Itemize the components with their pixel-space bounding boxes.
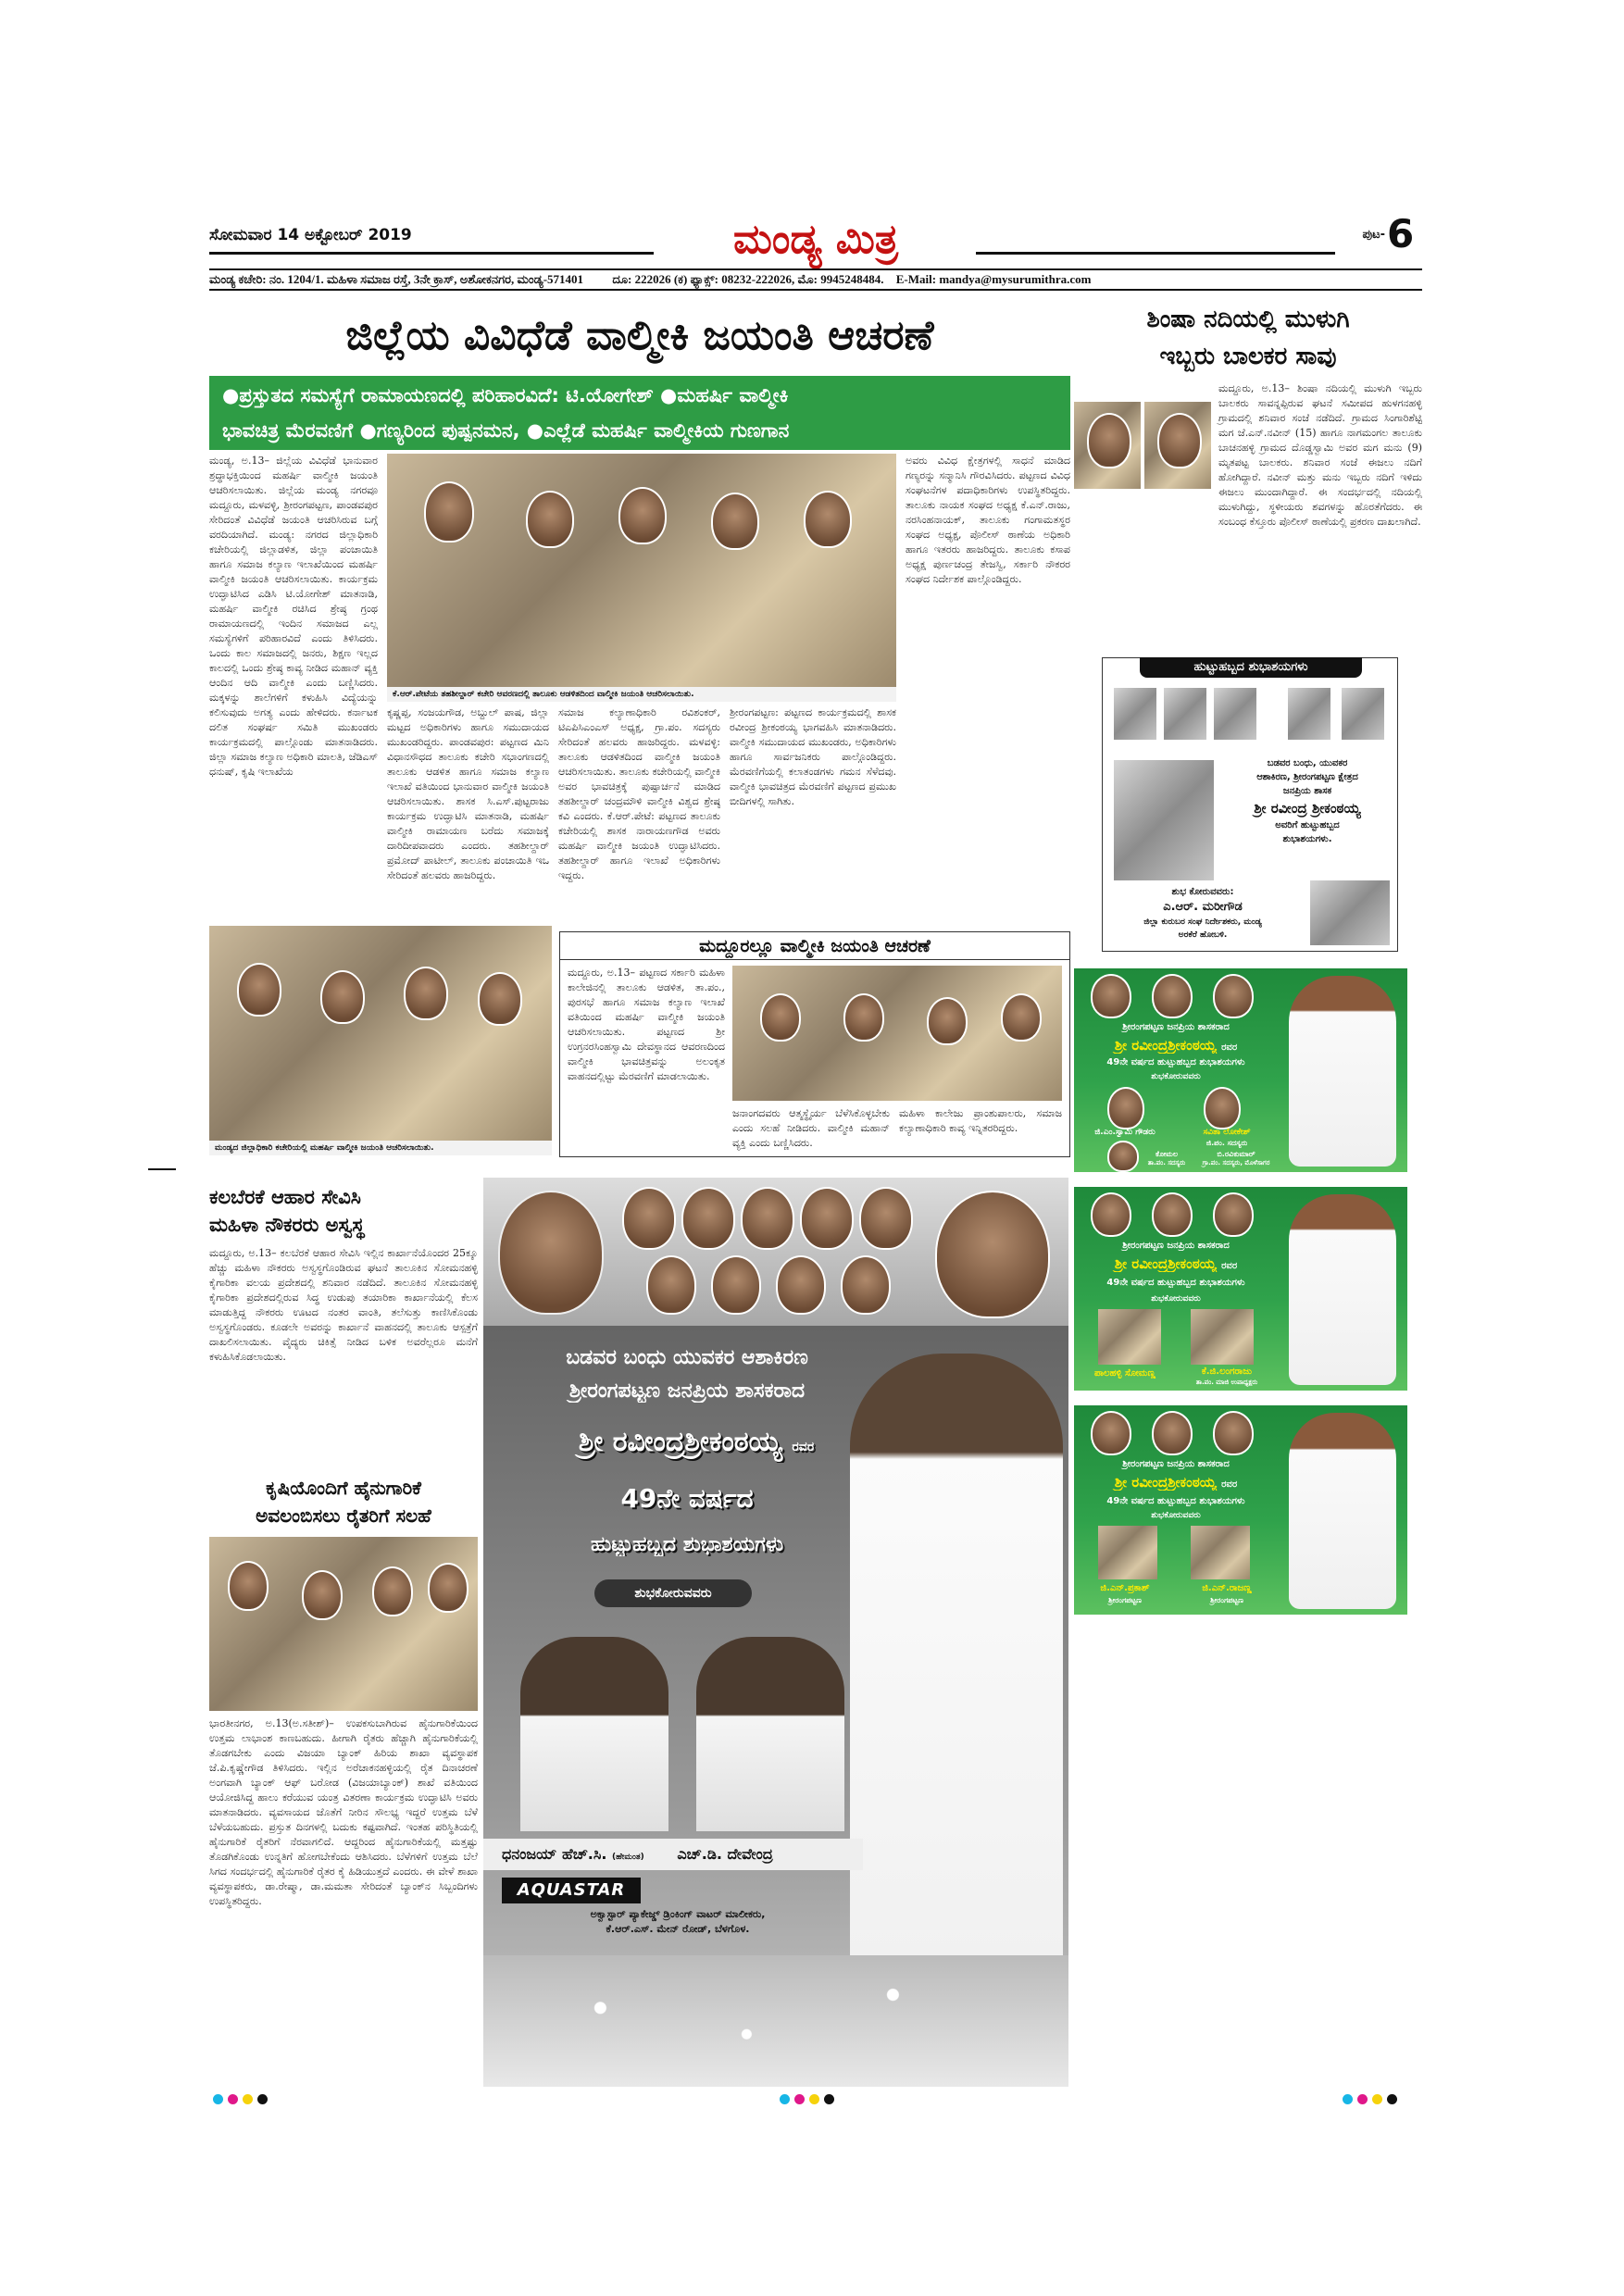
- wisher-name: ಧನಂಜಯ್ ಹೆಚ್.ಸಿ.: [502, 1845, 607, 1863]
- leader-photo: [859, 1187, 913, 1250]
- wisher-note: (ಹೇಮಂತ): [612, 1853, 644, 1862]
- big-ad-line2: ಶ್ರೀರಂಗಪಟ್ಟಣ ಜನಪ್ರಿಯ ಶಾಸಕರಾದ: [568, 1379, 806, 1403]
- kalaberike-text: ಮದ್ದೂರು, ಅ.13– ಕಲಬೆರಕೆ ಆಹಾರ ಸೇವಿಸಿ ಇಲ್ಲಿನ ಕಾರ್ಖಾನೆಯೊಂದರ 25ಕ್ಕೂ ಹೆಚ್ಚು ಮಹಿಳಾ ನೌಕರರು ಅಸ್ವಸ್ಥಗೊಂಡಿರುವ ಘಟನೆ ತಾಲೂಕಿನ ಸೋಮನಹಳ್ಳಿ ಕೈಗಾರಿಕಾ ವಲಯ ಪ್ರದೇಶದಲ್ಲಿ ಶನಿವಾರ ನಡೆದಿದೆ. ತಾಲೂಕಿನ ಸೋಮನಹಳ್ಳಿ ಕೈಗಾರಿಕಾ ಪ್ರದೇಶದಲ್ಲಿರುವ ಸಿದ್ಧ ಉಡುಪು ತಯಾರಿಕಾ ಕಾರ್ಖಾನೆಯಲ್ಲಿ ಕೆಲಸ ಮಾಡುತ್ತಿದ್ದ ನೌಕರರು ಊಟದ ನಂತರ ವಾಂತಿ, ತಲೆಸುತ್ತು ಕಾಣಿಸಿಕೊಂಡು ಅಸ್ವಸ್ಥಗೊಂಡರು. ಕೂಡಲೇ ಅವರನ್ನು ಕಾರ್ಖಾನೆ ವಾಹನದಲ್ಲಿ ತಾಲೂಕು ಆಸ್ಪತ್ರೆಗೆ ದಾಖಲಿಸಲಾಯಿತು. ವೈದ್ಯರು ಚಿಕಿತ್ಸೆ ನೀಡಿದ ಬಳಿಕ ಅವರೆಲ್ಲರೂ ಮನೆಗೆ ಕಳುಹಿಸಿಕೊಡಲಾಯಿತು.: [209, 1247, 478, 1363]
- ad-top-line: ಶ್ರೀರಂಗಪಟ್ಟಣ ಜನಪ್ರಿಯ ಶಾಸಕರಾದ: [1122, 1241, 1230, 1251]
- person-photo: [1001, 993, 1042, 1042]
- masthead-rule: [209, 252, 654, 255]
- person-photo: [404, 967, 448, 1020]
- leader-photo: [1114, 688, 1156, 740]
- reg-dot-magenta: [1357, 2094, 1368, 2104]
- wisher-role: ಜಿ.ಪಂ. ಸದಸ್ಯರು: [1206, 1139, 1248, 1147]
- office-contact: ದೂ: 222026 (ಕ) ಫ್ಯಾಕ್ಸ್: 08232-222026, ಮೊ: 9945248484.: [612, 272, 884, 286]
- headline-line: ಮಹಿಳಾ ನೌಕರರು ಅಸ್ವಸ್ಥ: [209, 1214, 365, 1236]
- ad-age-line: 49ನೇ ವರ್ಷದ ಹುಟ್ಟುಹಬ್ಬದ ಶುಭಾಶಯಗಳು: [1106, 1278, 1245, 1288]
- ad-name-text: ಶ್ರೀ ರವೀಂದ್ರಶ್ರೀಕಂಠಯ್ಯ: [1114, 1255, 1217, 1272]
- leader-photo: [1091, 974, 1131, 1018]
- big-ad-wishers-badge: [594, 1579, 752, 1607]
- wisher-names-strip: [483, 1839, 863, 1870]
- greeting-line: ಬಡವರ ಬಂಧು, ಯುವಕರ: [1267, 758, 1348, 768]
- leader-photo: [622, 1187, 676, 1250]
- ad-age-line: 49ನೇ ವರ್ಷದ ಹುಟ್ಟುಹಬ್ಬದ ಶುಭಾಶಯಗಳು: [1106, 1057, 1245, 1067]
- leader-photo: [1091, 1411, 1131, 1455]
- person-photo: [618, 487, 667, 544]
- reg-dot-cyan: [780, 2094, 790, 2104]
- krishi-headline: [209, 1474, 478, 1533]
- wisher-label: ಶುಭ ಕೋರುವವರು:: [1171, 887, 1234, 897]
- person-photo: [711, 493, 759, 550]
- masthead-rule: [976, 252, 1335, 255]
- lead-photo-caption: ಕೆ.ಆರ್.ಪೇಟೆಯ ತಹಶೀಲ್ದಾರ್ ಕಚೇರಿ ಆವರಣದಲ್ಲಿ ತಾಲೂಕು ಆಡಳಿತದಿಂದ ವಾಲ್ಮೀಕಿ ಜಯಂತಿ ಆಚರಿಸಲಾಯಿತು.: [387, 687, 896, 702]
- wisher-photo: [1204, 1087, 1241, 1129]
- person-photo: [424, 481, 474, 543]
- greeting-header: ಹುಟ್ಟುಹಬ್ಬದ ಶುಭಾಶಯಗಳು: [1140, 657, 1362, 678]
- lead-photo-mandya-dc-office: [209, 926, 552, 1141]
- person-photo: [372, 1566, 413, 1616]
- leader-photo: [711, 1255, 761, 1315]
- leader-photo: [776, 1255, 826, 1315]
- ad-name-suffix: ರವರ: [1221, 1042, 1238, 1053]
- subhead-line: ●ಪ್ರಸ್ತುತದ ಸಮಸ್ಯೆಗೆ ರಾಮಾಯಣದಲ್ಲಿ ಪರಿಹಾರವಿದೆ: ಟಿ.ಯೋಗೇಶ್ ●ಮಹರ್ಷಿ ವಾಲ್ಮೀಕಿ: [222, 384, 789, 406]
- ad-wishers-label: ಶುಭಕೋರುವವರು: [1151, 1511, 1201, 1520]
- leader-photo: [1164, 688, 1206, 740]
- headline-line: ಕೃಷಿಯೊಂದಿಗೆ ಹೈನುಗಾರಿಕೆ: [266, 1477, 421, 1499]
- person-photo: [228, 1561, 269, 1611]
- wisher-name: ಜಿ.ಎಂ.ಸ್ವಾಮಿ ಗೌಡರು: [1094, 1128, 1156, 1137]
- reg-dot-black: [257, 2094, 268, 2104]
- big-ad-name-suffix: ರವರ: [792, 1440, 815, 1454]
- office-address: ಮಂಡ್ಯ ಕಚೇರಿ: ನಂ. 1204/1. ಮಹಿಳಾ ಸಮಾಜ ರಸ್ತೆ, 3ನೇ ಕ್ರಾಸ್, ಅಶೋಕನಗರ, ಮಂಡ್ಯ-571401: [209, 272, 584, 286]
- wisher-name: ಬಿ.ರವಿಕುಮಾರ್: [1217, 1150, 1255, 1158]
- headline-line: ಇಬ್ಬರು ಬಾಲಕರ ಸಾವು: [1159, 343, 1337, 370]
- person-photo: [428, 1563, 468, 1613]
- reg-dot-yellow: [809, 2094, 819, 2104]
- page-number: 6: [1387, 211, 1415, 256]
- mla-name: ಶ್ರೀ ರವೀಂದ್ರ ಶ್ರೀಕಂಠಯ್ಯ: [1254, 800, 1361, 817]
- person-photo: [478, 972, 522, 1026]
- lead-photo-valmiki-krpet: [387, 454, 896, 687]
- person-photo: [302, 1570, 343, 1620]
- leader-photo: [1152, 974, 1193, 1018]
- maddur-photo: [732, 966, 1062, 1101]
- leader-photo: [1152, 1411, 1193, 1455]
- ad-top-line: ಶ್ರೀರಂಗಪಟ್ಟಣ ಜನಪ್ರಿಯ ಶಾಸಕರಾದ: [1122, 1022, 1230, 1032]
- green-birthday-ad-3: [1074, 1405, 1407, 1615]
- greeting-line: ಶುಭಾಶಯಗಳು.: [1282, 834, 1332, 844]
- big-ad-greeting: ಹುಟ್ಟುಹಬ್ಬದ ಶುಭಾಶಯಗಳು: [590, 1533, 783, 1556]
- wisher-name: ಎಚ್.ಡಿ. ದೇವೇಂದ್ರ: [677, 1845, 773, 1863]
- ad-wishers-label: ಶುಭಕೋರುವವರು: [1151, 1072, 1201, 1081]
- big-ad-age: 49ನೇ ವರ್ಷದ: [620, 1483, 754, 1514]
- address-line: [209, 268, 1422, 291]
- big-ad-name: [493, 1422, 900, 1463]
- brand-line: ಕೆ.ಆರ್.ಎಸ್. ಮೇನ್ ರೋಡ್, ಬೆಳಗೊಳ.: [606, 1923, 750, 1935]
- reg-dot-cyan: [1343, 2094, 1353, 2104]
- wisher-block: [1110, 886, 1295, 942]
- aquastar-address: [502, 1907, 854, 1937]
- mla-figure: [1289, 1194, 1396, 1385]
- leader-photo: [935, 1191, 1050, 1318]
- lead-subhead: [209, 376, 1070, 450]
- krishi-photo: [209, 1537, 478, 1711]
- leader-photo: [681, 1187, 735, 1250]
- person-photo: [927, 997, 968, 1045]
- person-photo: [843, 993, 884, 1042]
- greeting-line: ಅವರಿಗೆ ಹುಟ್ಟುಹಬ್ಬದ: [1275, 820, 1340, 830]
- wisher-photo: [1098, 1309, 1161, 1365]
- big-ad-name-text: ಶ್ರೀ ರವೀಂದ್ರಶ್ರೀಕಂಠಯ್ಯ: [578, 1426, 782, 1458]
- person-photo: [526, 491, 574, 548]
- greeting-text: [1221, 756, 1393, 846]
- ad-mla-name: [1074, 1474, 1278, 1491]
- maddur-text-b: ಜನಾಂಗದವರು ಆತ್ಮಸ್ಥೈರ್ಯ ಬೆಳೆಸಿಕೊಳ್ಳಬೇಕು ಎಂದು ಸಲಹೆ ನೀಡಿದರು. ವಾಲ್ಮೀಕಿ ಮಹಾನ್ ವ್ಯಕ್ತಿ ಎಂದು ಬಣ್ಣಿಸಿದರು.: [732, 1107, 890, 1149]
- aquastar-logo: AQUASTAR: [502, 1878, 641, 1903]
- wisher-role: ತಾ.ಪಂ. ಮಾಜಿ ಉಪಾಧ್ಯಕ್ಷರು: [1195, 1379, 1258, 1386]
- wisher-portrait-1: [520, 1637, 668, 1831]
- greeting-line: ಆಶಾಕಿರಣ, ಶ್ರೀರಂಗಪಟ್ಟಣ ಕ್ಷೇತ್ರದ: [1256, 772, 1358, 782]
- lead-column-1: ಮಂಡ್ಯ, ಅ.13– ಜಿಲ್ಲೆಯ ವಿವಿಧೆಡೆ ಭಾನುವಾರ ಶ್ರದ್ಧಾಭಕ್ತಿಯಿಂದ ಮಹರ್ಷಿ ವಾಲ್ಮೀಕಿ ಜಯಂತಿ ಆಚರಿಸಲಾಯಿತು. ಜಿಲ್ಲೆಯ ಮಂಡ್ಯ ನಗರವೂ ಮದ್ದೂರು, ಮಳವಳ್ಳಿ, ಶ್ರೀರಂಗಪಟ್ಟಣ, ಪಾಂಡವಪುರ ಸೇರಿದಂತೆ ವಿವಿಧೆಡೆ ಜಯಂತಿ ಆಚರಿಸಿರುವ ಬಗ್ಗೆ ವರದಿಯಾಗಿದೆ. ಮಂಡ್ಯ: ನಗರದ ಜಿಲ್ಲಾಧಿಕಾರಿ ಕಚೇರಿಯಲ್ಲಿ ಜಿಲ್ಲಾಡಳಿತ, ಜಿಲ್ಲಾ ಪಂಚಾಯಿತಿ ಹಾಗೂ ಸಮಾಜ ಕಲ್ಯಾಣ ಇಲಾಖೆಯಿಂದ ಮಹರ್ಷಿ ವಾಲ್ಮೀಕಿ ಜಯಂತಿ ಆಚರಿಸಲಾಯಿತು. ಕಾರ್ಯಕ್ರಮ ಉದ್ಘಾಟಿಸಿದ ಎಡಿಸಿ ಟಿ.ಯೋಗೇಶ್ ಮಾತನಾಡಿ, ಮಹರ್ಷಿ ವಾಲ್ಮೀಕಿ ರಚಿಸಿದ ಶ್ರೇಷ್ಠ ಗ್ರಂಥ ರಾಮಾಯಣದಲ್ಲಿ ಇಂದಿನ ಸಮಾಜದ ಎಲ್ಲ ಸಮಸ್ಯೆಗಳಿಗೆ ಪರಿಹಾರವಿದೆ ಎಂದು ತಿಳಿಸಿದರು. ಒಂದು ಕಾಲ ಸಮಾಜದಲ್ಲಿ ಜನರು, ಶಿಕ್ಷಣ ಇಲ್ಲದ ಕಾಲದಲ್ಲಿ ಒಂದು ಶ್ರೇಷ್ಠ ಕಾವ್ಯ ನೀಡಿದ ಮಹಾನ್ ವ್ಯಕ್ತಿ ಆಂದಿನ ಆದಿ ವಾಲ್ಮೀಕಿ ಎಂದು ಬಣ್ಣಿಸಿದರು. ಮಕ್ಕಳನ್ನು ಶಾಲೆಗಳಿಗೆ ಕಳುಹಿಸಿ ವಿದ್ಯೆಯನ್ನು ಕಲಿಸುವುದು ಅಗತ್ಯ ಎಂದು ಹೇಳಿದರು. ಕರ್ನಾಟಕ ದಲಿತ ಸಂಘರ್ಷ ಸಮಿತಿ ಮುಖಂಡರು ಕಾರ್ಯಕ್ರಮದಲ್ಲಿ ಪಾಲ್ಗೊಂಡು ಮಾತನಾಡಿದರು. ಜಿಲ್ಲಾ ಸಮಾಜ ಕಲ್ಯಾಣ ಅಧಿಕಾರಿ ಮಾಲತಿ, ಜೆಡಿಎಸ್ ಧನುಷ್, ಕೃಷಿ ಇಲಾಖೆಯ: [209, 455, 378, 778]
- issue-date: ಸೋಮವಾರ 14 ಅಕ್ಟೋಬರ್ 2019: [209, 226, 412, 244]
- maddur-text-c: ಮಹಿಳಾ ಕಾಲೇಜು ಪ್ರಾಂಶುಪಾಲರು, ಸಮಾಜ ಕಲ್ಯಾಣಾಧಿಕಾರಿ ಕಾವ್ಯ ಇನ್ನಿತರರಿದ್ದರು.: [899, 1107, 1062, 1134]
- shimsha-text: ಮದ್ದೂರು, ಅ.13– ಶಿಂಷಾ ನದಿಯಲ್ಲಿ ಮುಳುಗಿ ಇಬ್ಬರು ಬಾಲಕರು ಸಾವನ್ನಪ್ಪಿರುವ ಘಟನೆ ಸಮೀಪದ ಹುಳಗನಹಳ್ಳಿ ಗ್ರಾಮದಲ್ಲಿ ಶನಿವಾರ ಸಂಜೆ ನಡೆದಿದೆ. ಗ್ರಾಮದ ಸಿಂಗಾರಿಶೆಟ್ಟಿ ಮಗ ಜೆ.ಎನ್.ನವೀನ್ (15) ಹಾಗೂ ನಾಗಮಂಗಲ ತಾಲೂಕು ಬಾಚನಹಳ್ಳಿ ಗ್ರಾಮದ ದೊಡ್ಡಸ್ವಾಮಿ ಅವರ ಮಗ ಮನು (9) ಮೃತಪಟ್ಟ ಬಾಲಕರು. ಶನಿವಾರ ಸಂಜೆ ಈಜಲು ನದಿಗೆ ಹೋಗಿದ್ದಾರೆ. ನವೀನ್ ಮತ್ತು ಮನು ಇಬ್ಬರು ನದಿಗೆ ಇಳಿದು ಈಜಲು ಮುಂದಾಗಿದ್ದಾರೆ. ಈ ಸಂದರ್ಭದಲ್ಲಿ ನದಿಯಲ್ಲಿ ಮುಳುಗಿದ್ದು, ಸ್ಥಳೀಯರು ಶವಗಳನ್ನು ಹೊರತೆಗೆದರು. ಈ ಸಂಬಂಧ ಕೆಸ್ತೂರು ಪೊಲೀಸ್ ಠಾಣೆಯಲ್ಲಿ ಪ್ರಕರಣ ದಾಖಲಾಗಿದೆ.: [1218, 382, 1422, 528]
- masthead: [209, 211, 1422, 293]
- wisher-name: ಸವಿತಾ ಲೋಕೇಶ್: [1203, 1128, 1251, 1137]
- wisher-role: ತಾ.ಪಂ. ಸದಸ್ಯರು: [1147, 1159, 1186, 1167]
- leader-photo: [741, 1187, 794, 1250]
- mla-figure: [1289, 1413, 1396, 1609]
- reg-dot-magenta: [228, 2094, 238, 2104]
- flower-decoration: [483, 1955, 1068, 2087]
- ad-name-text: ಶ್ರೀ ರವೀಂದ್ರಶ್ರೀಕಂಠಯ್ಯ: [1114, 1474, 1217, 1491]
- headline-line: ಅವಲಂಬಿಸಲು ರೈತರಿಗೆ ಸಲಹೆ: [256, 1504, 431, 1527]
- big-ad-wishers-label: ಶುಭಕೋರುವವರು: [634, 1586, 712, 1601]
- wisher-name: ಎ.ಆರ್. ಮರೀಗೌಡ: [1163, 900, 1243, 914]
- kalaberike-headline: [209, 1183, 478, 1241]
- ad-mla-name: [1074, 1255, 1278, 1272]
- lead-column-5: ಅವರು ವಿವಿಧ ಕ್ಷೇತ್ರಗಳಲ್ಲಿ ಸಾಧನೆ ಮಾಡಿದ ಗಣ್ಯರನ್ನು ಸನ್ಮಾನಿಸಿ ಗೌರವಿಸಿದರು. ಪಟ್ಟಣದ ವಿವಿಧ ಸಂಘಟನೆಗಳ ಪದಾಧಿಕಾರಿಗಳು ಉಪಸ್ಥಿತರಿದ್ದರು. ತಾಲೂಕು ನಾಯಕ ಸಂಘದ ಅಧ್ಯಕ್ಷ ಕೆ.ಎನ್.ರಾಜು, ನರಸಿಂಹನಾಯಕ್, ತಾಲೂಕು ಗಂಗಾಮತಸ್ಥರ ಸಂಘದ ಅಧ್ಯಕ್ಷ, ಪೊಲೀಸ್ ಠಾಣೆಯ ಅಧಿಕಾರಿ ಹಾಗೂ ಇತರರು ಹಾಜರಿದ್ದರು. ತಾಲೂಕು ಕಸಾಪ ಅಧ್ಯಕ್ಷ ಪುರ್ಣಚಂದ್ರ ತೇಜಸ್ವಿ, ಸರ್ಕಾರಿ ನೌಕರರ ಸಂಘದ ನಿರ್ದೇಶಕ ಪಾಲ್ಗೊಂಡಿದ್ದರು.: [906, 455, 1070, 585]
- wisher-photo: [1107, 1087, 1144, 1129]
- ad-name-suffix: ರವರ: [1221, 1479, 1238, 1490]
- leader-photo: [1152, 1192, 1193, 1237]
- reg-dot-magenta: [794, 2094, 805, 2104]
- person-photo: [320, 970, 365, 1024]
- headline-line: ಶಿಂಷಾ ನದಿಯಲ್ಲಿ ಮುಳುಗಿ: [1146, 306, 1350, 333]
- greeting-ad-small: [1102, 657, 1398, 952]
- reg-dot-yellow: [1372, 2094, 1382, 2104]
- page-tick: [148, 1168, 176, 1170]
- paper-title: ಮಂಡ್ಯ ಮಿತ್ರ: [733, 216, 898, 263]
- wisher-role: ಜಿಲ್ಲಾ ಕುರುಬರ ಸಂಘ ನಿರ್ದೇಶಕರು, ಮಂಡ್ಯ: [1143, 917, 1262, 927]
- ad-top-line: ಶ್ರೀರಂಗಪಟ್ಟಣ ಜನಪ್ರಿಯ ಶಾಸಕರಾದ: [1122, 1459, 1230, 1469]
- wisher-place: ಅರಕೆರೆ ಹೋಬಳಿ.: [1178, 930, 1228, 940]
- wisher-photo: [1098, 1526, 1157, 1579]
- leader-photo: [646, 1255, 696, 1315]
- wisher-photo: [1310, 880, 1390, 945]
- wisher-role: ಶ್ರೀರಂಗಪಟ್ಟಣ: [1108, 1596, 1142, 1604]
- green-birthday-ad-2: [1074, 1187, 1407, 1391]
- wisher-photo: [1191, 1526, 1250, 1579]
- reg-dot-black: [1387, 2094, 1397, 2104]
- reg-dot-black: [824, 2094, 834, 2104]
- big-birthday-ad: [483, 1178, 1068, 2087]
- greeting-line: ಜನಪ್ರಿಯ ಶಾಸಕ: [1282, 786, 1332, 796]
- wisher-role: ಶ್ರೀರಂಗಪಟ್ಟಣ: [1210, 1596, 1243, 1604]
- leader-photo: [1213, 974, 1254, 1018]
- statue-photo: [1214, 688, 1256, 740]
- ad-age-line: 49ನೇ ವರ್ಷದ ಹುಟ್ಟುಹಬ್ಬದ ಶುಭಾಶಯಗಳು: [1106, 1496, 1245, 1506]
- person-photo: [804, 491, 852, 548]
- krishi-text: ಭಾರತೀನಗರ, ಅ.13(ಅ.ಸತೀಶ್)– ಉಪಕಸುಬಾಗಿರುವ ಹೈನುಗಾರಿಕೆಯಿಂದ ಉತ್ತಮ ಲಾಭಾಂಶ ಕಾಣಬಹುದು. ಹೀಗಾಗಿ ರೈತರು ಹೆಚ್ಚಾಗಿ ಹೈನುಗಾರಿಕೆಯಲ್ಲಿ ತೊಡಗಬೇಕು ಎಂದು ವಿಜಯಾ ಬ್ಯಾಂಕ್ ಹಿರಿಯ ಶಾಖಾ ವ್ಯವಸ್ಥಾಪಕ ಜೆ.ಪಿ.ಕೃಷ್ಣೇಗೌಡ ತಿಳಿಸಿದರು. ಇಲ್ಲಿನ ಅರೆಚಾಕನಹಳ್ಳಿಯಲ್ಲಿ ರೈತ ದಿನಾಚರಣೆ ಅಂಗವಾಗಿ ಬ್ಯಾಂಕ್ ಆಫ್ ಬರೋಡ (ವಿಜಯಾಬ್ಯಾಂಕ್) ಶಾಖೆ ವತಿಯಿಂದ ಆಯೋಜಿಸಿದ್ದ ಹಾಲು ಕರೆಯುವ ಯಂತ್ರ ವಿತರಣಾ ಕಾರ್ಯಕ್ರಮ ಉದ್ಘಾಟಿಸಿ ಅವರು ಮಾತನಾಡಿದರು. ವ್ಯವಸಾಯದ ಜೊತೆಗೆ ನೀರಿನ ಸೌಲಭ್ಯ ಇದ್ದರೆ ಉತ್ತಮ ಬೆಳೆ ಬೆಳೆಯಬಹುದು. ಪ್ರಸ್ತುತ ದಿನಗಳಲ್ಲಿ ಬದುಕು ಕಷ್ಟವಾಗಿದೆ. ಇಂತಹ ಪರಿಸ್ಥಿತಿಯಲ್ಲಿ ಹೈನುಗಾರಿಕೆ ರೈತರಿಗೆ ನೆರವಾಗಲಿದೆ. ಆದ್ದರಿಂದ ಹೈನುಗಾರಿಕೆಯಲ್ಲಿ ಮತ್ತಷ್ಟು ತೊಡಗಿಕೊಂಡು ಉನ್ನತಿಗೆ ಹೋಗಬೇಕೆಂದು ಆಶಿಸಿದರು. ಬೆಳೆಗಳಿಗೆ ಉತ್ತಮ ಬೆಲೆ ಸಿಗದ ಸಂದರ್ಭದಲ್ಲಿ ಹೈನುಗಾರಿಕೆ ರೈತರ ಕೈ ಹಿಡಿಯುತ್ತದೆ ಎಂದರು. ಈ ವೇಳೆ ಶಾಖಾ ವ್ಯವಸ್ಥಾಪಕರು, ಡಾ.ರೇಷ್ಮಾ, ಡಾ.ಮಮತಾ ಸೇರಿದಂತೆ ಬ್ಯಾಂಕ್‌ನ ಸಿಬ್ಬಂದಿಗಳು ಉಪಸ್ಥಿತರಿದ್ದರು.: [209, 1717, 478, 1907]
- ad-wishers-label: ಶುಭಕೋರುವವರು: [1151, 1294, 1201, 1304]
- person-photo: [760, 993, 801, 1042]
- leader-photo: [498, 1191, 604, 1315]
- wisher-portrait-2: [696, 1637, 844, 1831]
- wisher-name: ಪಾಲಹಳ್ಳಿ ಸೋಮಣ್ಣ: [1094, 1368, 1156, 1379]
- page-label: ಪುಟ-: [1362, 228, 1385, 242]
- leader-photo: [1288, 688, 1330, 740]
- lead-photo2-caption: ಮಂಡ್ಯದ ಜಿಲ್ಲಾಧಿಕಾರಿ ಕಚೇರಿಯಲ್ಲಿ ಮಹರ್ಷಿ ವಾಲ್ಮೀಕಿ ಜಯಂತಿ ಆಚರಿಸಲಾಯಿತು.: [209, 1141, 552, 1155]
- headline-line: ಕಲಬೆರಕೆ ಆಹಾರ ಸೇವಿಸಿ: [209, 1186, 361, 1208]
- lead-column-3: ಸಮಾಜ ಕಲ್ಯಾಣಾಧಿಕಾರಿ ರವಿಶಂಕರ್, ಟಿಎಪಿಸಿಎಂಎಸ್ ಅಧ್ಯಕ್ಷ, ಗ್ರಾ.ಪಂ. ಸದಸ್ಯರು ಸೇರಿದಂತೆ ಹಲವರು ಹಾಜರಿದ್ದರು. ಮಳವಳ್ಳಿ: ತಾಲೂಕು ಆಡಳಿತದಿಂದ ವಾಲ್ಮೀಕಿ ಜಯಂತಿ ಆಚರಿಸಲಾಯಿತು. ತಾಲೂಕು ಕಚೇರಿಯಲ್ಲಿ ವಾಲ್ಮೀಕಿ ಅವರ ಭಾವಚಿತ್ರಕ್ಕೆ ಪುಷ್ಪಾರ್ಚನೆ ಮಾಡಿದ ತಹಶೀಲ್ದಾರ್ ಚಂದ್ರಮೌಳಿ ವಾಲ್ಮೀಕಿ ವಿಶ್ವದ ಶ್ರೇಷ್ಠ ಕವಿ ಎಂದರು. ಕೆ.ಆರ್.ಪೇಟೆ: ಪಟ್ಟಣದ ತಾಲೂಕು ಕಚೇರಿಯಲ್ಲಿ ಶಾಸಕ ನಾರಾಯಣಗೌಡ ಅವರು ಮಹರ್ಷಿ ವಾಲ್ಮೀಕಿ ಜಯಂತಿ ಉದ್ಘಾಟಿಸಿದರು. ತಹಶೀಲ್ದಾರ್ ಹಾಗೂ ಇಲಾಖೆ ಅಧಿಕಾರಿಗಳು ಇದ್ದರು.: [558, 706, 720, 881]
- office-email: E-Mail: mandya@mysurumithra.com: [895, 272, 1092, 286]
- person-photo: [237, 963, 281, 1017]
- leader-photo: [841, 1255, 891, 1315]
- leader-photo: [800, 1187, 854, 1250]
- ad-name-suffix: ರವರ: [1221, 1261, 1238, 1271]
- subhead-line: ಭಾವಚಿತ್ರ ಮೆರವಣಿಗೆ ●ಗಣ್ಯರಿಂದ ಪುಷ್ಪನಮನ, ●ಎಲ್ಲೆಡೆ ಮಹರ್ಷಿ ವಾಲ್ಮೀಕಿಯ ಗುಣಗಾನ: [222, 419, 790, 442]
- leader-photo: [1342, 688, 1384, 740]
- leader-photo: [1091, 1192, 1131, 1237]
- wisher-photo: [1191, 1309, 1254, 1365]
- wisher-photo: [1107, 1141, 1139, 1172]
- lead-column-2: ಕೃಷ್ಣಪ್ಪ, ಸಂಜಯಗೌಡ, ಅಬ್ದುಲ್ ಪಾಷ, ಜಿಲ್ಲಾ ಮಟ್ಟದ ಅಧಿಕಾರಿಗಳು ಹಾಗೂ ಸಮುದಾಯದ ಮುಖಂಡರಿದ್ದರು. ಪಾಂಡವಪುರ: ಪಟ್ಟಣದ ಮಿನಿ ವಿಧಾನಸೌಧದ ತಾಲೂಕು ಕಚೇರಿ ಸಭಾಂಗಣದಲ್ಲಿ ತಾಲೂಕು ಆಡಳಿತ ಹಾಗೂ ಸಮಾಜ ಕಲ್ಯಾಣ ಇಲಾಖೆ ವತಿಯಿಂದ ಭಾನುವಾರ ವಾಲ್ಮೀಕಿ ಜಯಂತಿ ಆಚರಿಸಲಾಯಿತು. ಶಾಸಕ ಸಿ.ಎಸ್.ಪುಟ್ಟರಾಜು ಕಾರ್ಯಕ್ರಮ ಉದ್ಘಾಟಿಸಿ ಮಾತನಾಡಿ, ಮಹರ್ಷಿ ವಾಲ್ಮೀಕಿ ರಾಮಾಯಣ ಬರೆದು ಸಮಾಜಕ್ಕೆ ದಾರಿದೀಪವಾದರು ಎಂದರು. ತಹಶೀಲ್ದಾರ್ ಪ್ರಮೋದ್ ಪಾಟೀಲ್, ತಾಲೂಕು ಪಂಚಾಯಿತಿ ಇಒ ಸೇರಿದಂತೆ ಹಲವರು ಹಾಜರಿದ್ದರು.: [387, 706, 549, 881]
- green-birthday-ad-1: [1074, 968, 1407, 1172]
- maddur-text-a: ಮದ್ದೂರು, ಅ.13– ಪಟ್ಟಣದ ಸರ್ಕಾರಿ ಮಹಿಳಾ ಕಾಲೇಜಿನಲ್ಲಿ ತಾಲೂಕು ಆಡಳಿತ, ತಾ.ಪಂ., ಪುರಸಭೆ ಹಾಗೂ ಸಮಾಜ ಕಲ್ಯಾಣ ಇಲಾಖೆ ವತಿಯಿಂದ ಮಹರ್ಷಿ ವಾಲ್ಮೀಕಿ ಜಯಂತಿ ಆಚರಿಸಲಾಯಿತು. ಪಟ್ಟಣದ ಶ್ರೀ ಉಗ್ರನರಸಿಂಹಸ್ವಾಮಿ ದೇವಸ್ಥಾನದ ಆವರಣದಿಂದ ವಾಲ್ಮೀಕಿ ಭಾವಚಿತ್ರವನ್ನು ಅಲಂಕೃತ ವಾಹನದಲ್ಲಿಟ್ಟು ಮೆರವಣಿಗೆ ಮಾಡಲಾಯಿತು.: [568, 967, 725, 1082]
- shimsha-headline: [1074, 301, 1422, 377]
- maddur-headline: ಮದ್ದೂರಲ್ಲೂ ವಾಲ್ಮೀಕಿ ಜಯಂತಿ ಆಚರಣೆ: [560, 932, 1069, 960]
- leaders-collage: [483, 1178, 1068, 1326]
- wisher-name: ಕೋಮಲ: [1155, 1150, 1179, 1158]
- lead-headline: ಜಿಲ್ಲೆಯ ವಿವಿಧೆಡೆ ವಾಲ್ಮೀಕಿ ಜಯಂತಿ ಆಚರಣೆ: [345, 312, 934, 359]
- mla-figure: [1289, 976, 1396, 1167]
- big-ad-line1: ಬಡವರ ಬಂಧು ಯುವಕರ ಆಶಾಕಿರಣ: [566, 1346, 808, 1369]
- wisher-role: ಗ್ರಾ.ಪಂ. ಸದಸ್ಯರು, ಮೊಳೆಸಾಗರ: [1202, 1159, 1270, 1167]
- maddur-story: [559, 931, 1070, 1157]
- lead-column-4: ಶ್ರೀರಂಗಪಟ್ಟಣ: ಪಟ್ಟಣದ ಕಾರ್ಯಕ್ರಮದಲ್ಲಿ ಶಾಸಕ ರವೀಂದ್ರ ಶ್ರೀಕಂಠಯ್ಯ ಭಾಗವಹಿಸಿ ಮಾತನಾಡಿದರು. ವಾಲ್ಮೀಕಿ ಸಮುದಾಯದ ಮುಖಂಡರು, ಅಧಿಕಾರಿಗಳು ಹಾಗೂ ಸಾರ್ವಜನಿಕರು ಪಾಲ್ಗೊಂಡಿದ್ದರು. ಮೆರವಣಿಗೆಯಲ್ಲಿ ಕಲಾತಂಡಗಳು ಗಮನ ಸೆಳೆದವು. ವಾಲ್ಮೀಕಿ ಭಾವಚಿತ್ರದ ಮೆರವಣಿಗೆ ಪಟ್ಟಣದ ಪ್ರಮುಖ ಬೀದಿಗಳಲ್ಲಿ ಸಾಗಿತು.: [730, 706, 896, 807]
- wisher-name: ಜಿ.ಎನ್.ರಾಜಣ್ಣ: [1202, 1583, 1252, 1593]
- ad-mla-name: [1074, 1037, 1278, 1054]
- leader-photo: [1213, 1411, 1254, 1455]
- reg-dot-yellow: [243, 2094, 253, 2104]
- leader-photo: [1213, 1192, 1254, 1237]
- mla-portrait: [1114, 760, 1214, 880]
- wisher-name: ಕೆ.ಜಿ.ಲಂಗರಾಜು: [1201, 1366, 1253, 1377]
- ad-name-text: ಶ್ರೀ ರವೀಂದ್ರಶ್ರೀಕಂಠಯ್ಯ: [1114, 1037, 1217, 1054]
- wisher-name: ಜಿ.ಎನ್.ಪ್ರಕಾಶ್: [1100, 1583, 1150, 1593]
- brand-line: ಅಕ್ವಾಸ್ಟಾರ್ ಪ್ಯಾಕೇಜ್ಡ್ ಡ್ರಿಂಕಿಂಗ್ ವಾಟರ್ ಮಾಲೀಕರು,: [590, 1908, 766, 1920]
- reg-dot-cyan: [213, 2094, 223, 2104]
